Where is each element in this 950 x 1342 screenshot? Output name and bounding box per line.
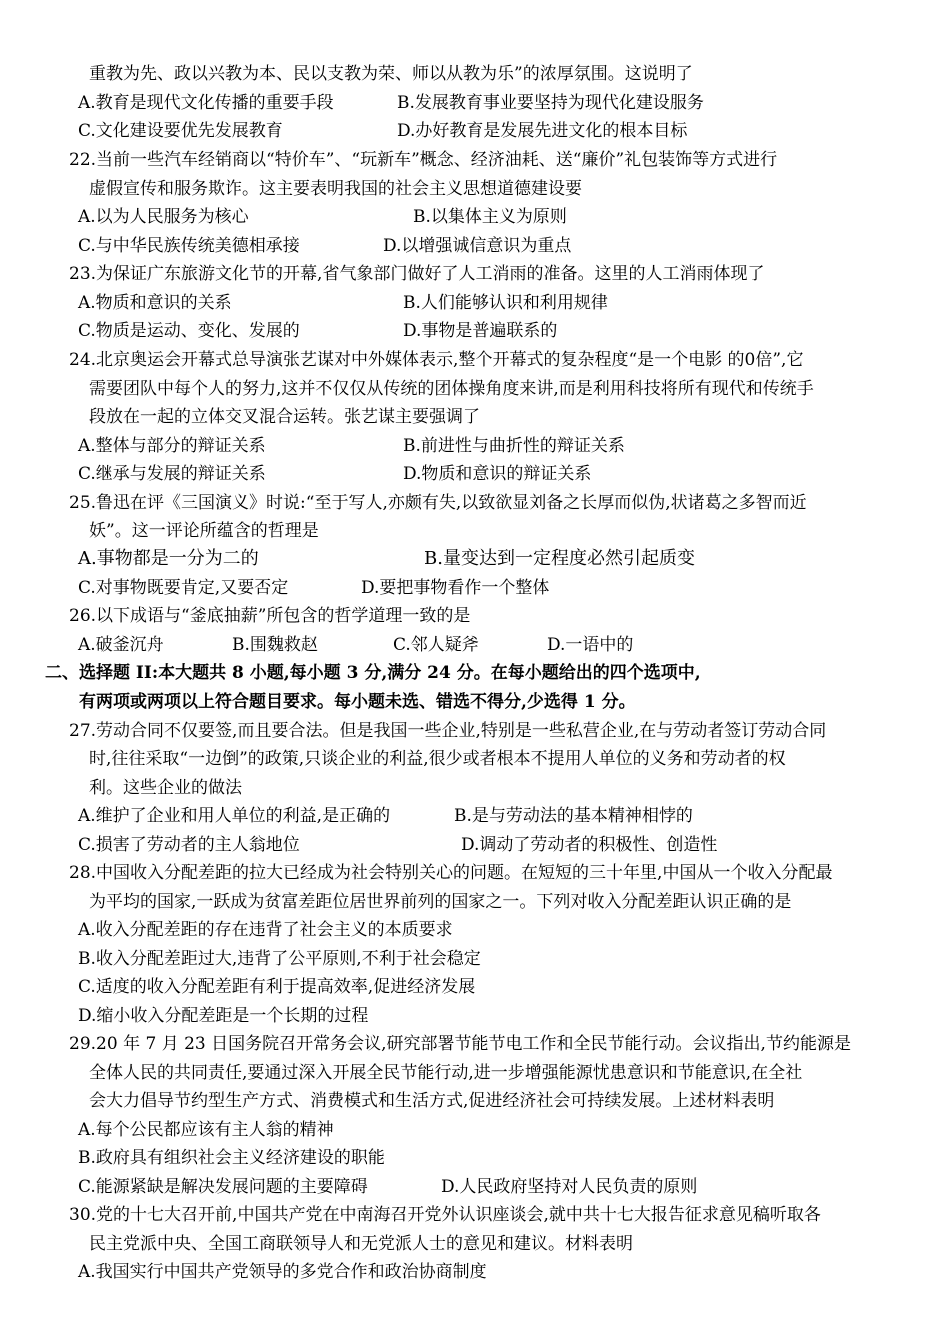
option-c: C.物质是运动、变化、发展的 — [78, 321, 300, 341]
question-text: 段放在一起的立体交叉混合运转。张艺谋主要强调了 — [89, 407, 480, 427]
question-text: 为平均的国家,一跃成为贫富差距位居世界前列的国家之一。下列对收入分配差距认识正确的是 — [89, 892, 792, 912]
option-b: B.收入分配差距过大,违背了公平原则,不利于社会稳定 — [78, 949, 481, 969]
question-text: 民主党派中央、全国工商联领导人和无党派人士的意见和建议。材料表明 — [89, 1234, 633, 1254]
question-22: 22.当前一些汽车经销商以“特价车”、“玩新车”概念、经济油耗、送“廉价”礼包装饰等方式进行 — [69, 150, 778, 170]
option-c: C.文化建设要优先发展教育 — [78, 121, 283, 141]
question-text: 会大力倡导节约型生产方式、消费模式和生活方式,促进经济社会可持续发展。上述材料表明 — [89, 1091, 775, 1111]
option-d: D.调动了劳动者的积极性、创造性 — [461, 835, 718, 855]
option-c: C.对事物既要肯定,又要否定 — [78, 578, 289, 598]
option-c: C.适度的收入分配差距有利于提高效率,促进经济发展 — [78, 977, 476, 997]
option-b: B.政府具有组织社会主义经济建设的职能 — [78, 1148, 385, 1168]
question-text: 妖”。这一评论所蕴含的哲理是 — [89, 521, 319, 541]
option-a: A.收入分配差距的存在违背了社会主义的本质要求 — [78, 920, 453, 940]
option-a: A.每个公民都应该有主人翁的精神 — [78, 1120, 334, 1140]
question-27: 27.劳动合同不仅要签,而且要合法。但是我国一些企业,特别是一些私营企业,在与劳动者签订劳动合同 — [69, 721, 827, 741]
option-a: A.事物都是一分为二的 — [78, 548, 259, 569]
option-a: A.物质和意识的关系 — [78, 293, 232, 313]
option-b: B.以集体主义为原则 — [413, 207, 567, 227]
question-text: 时,往往采取“一边倒”的政策,只谈企业的利益,很少或者根本不提用人单位的义务和劳动者的权 — [89, 749, 786, 769]
option-a: A.维护了企业和用人单位的利益,是正确的 — [78, 806, 391, 826]
question-text: 全体人民的共同责任,要通过深入开展全民节能行动,进一步增强能源忧患意识和节能意识,在全社 — [89, 1063, 803, 1083]
option-d: D.事物是普遍联系的 — [403, 321, 558, 341]
option-a: A.破釜沉舟 — [78, 635, 164, 655]
option-c: C.与中华民族传统美德相承接 — [78, 236, 300, 256]
question-30: 30.党的十七大召开前,中国共产党在中南海召开党外认识座谈会,就中共十七大报告征求意见稿听取各 — [69, 1205, 821, 1225]
question-29: 29.20 年 7 月 23 日国务院召开常务会议,研究部署节能节电工作和全民节能行动。会议指出,节约能源是 — [69, 1034, 851, 1054]
question-23: 23.为保证广东旅游文化节的开幕,省气象部门做好了人工消雨的准备。这里的人工消雨体现了 — [69, 264, 765, 284]
question-text: 需要团队中每个人的努力,这并不仅仅从传统的团体操角度来讲,而是利用科技将所有现代和传统手 — [89, 379, 814, 399]
option-b: B.是与劳动法的基本精神相悖的 — [454, 806, 693, 826]
question-text: 利。这些企业的做法 — [89, 778, 242, 798]
option-d: D.办好教育是发展先进文化的根本目标 — [397, 121, 688, 141]
option-c: C.继承与发展的辩证关系 — [78, 464, 266, 484]
option-d: D.以增强诚信意识为重点 — [383, 236, 572, 256]
option-a: A.整体与部分的辩证关系 — [78, 436, 266, 456]
option-c: C.邻人疑斧 — [393, 635, 479, 655]
option-d: D.缩小收入分配差距是一个长期的过程 — [78, 1006, 369, 1026]
option-a: A.教育是现代文化传播的重要手段 — [78, 93, 334, 113]
option-b: B.围魏救赵 — [232, 635, 318, 655]
option-c: C.能源紧缺是解决发展问题的主要障碍 — [78, 1177, 368, 1197]
section-heading: 二、选择题 II:本大题共 8 小题,每小题 3 分,满分 24 分。在每小题给出的四个选项中, — [45, 663, 701, 683]
option-c: C.损害了劳动者的主人翁地位 — [78, 835, 300, 855]
option-a: A.以为人民服务为核心 — [78, 207, 249, 227]
question-28: 28.中国收入分配差距的拉大已经成为社会特别关心的问题。在短短的三十年里,中国从一个收入分配最 — [69, 863, 833, 883]
option-b: B.前进性与曲折性的辩证关系 — [403, 436, 625, 456]
question-text: 虚假宣传和服务欺诈。这主要表明我国的社会主义思想道德建设要 — [89, 179, 582, 199]
option-d: D.一语中的 — [547, 635, 634, 655]
question-25: 25.鲁迅在评《三国演义》时说:“至于写人,亦颇有失,以致欲显刘备之长厚而似伪,状诸葛之多智而近 — [69, 493, 807, 513]
option-b: B.人们能够认识和利用规律 — [403, 293, 608, 313]
option-d: D.要把事物看作一个整体 — [361, 578, 550, 598]
option-b: B.发展教育事业要坚持为现代化建设服务 — [397, 93, 704, 113]
option-b: B.量变达到一定程度必然引起质变 — [424, 548, 695, 569]
question-26: 26.以下成语与“釜底抽薪”所包含的哲学道理一致的是 — [69, 606, 471, 626]
question-text: 重教为先、政以兴教为本、民以支教为荣、师以从教为乐”的浓厚氛围。这说明了 — [89, 64, 693, 84]
option-a: A.我国实行中国共产党领导的多党合作和政治协商制度 — [78, 1262, 487, 1282]
option-d: D.物质和意识的辩证关系 — [403, 464, 592, 484]
option-d: D.人民政府坚持对人民负责的原则 — [441, 1177, 698, 1197]
section-instructions: 有两项或两项以上符合题目要求。每小题未选、错选不得分,少选得 1 分。 — [79, 692, 636, 712]
question-24: 24.北京奥运会开幕式总导演张艺谋对中外媒体表示,整个开幕式的复杂程度“是一个电影 的0倍”,它 — [69, 350, 804, 370]
